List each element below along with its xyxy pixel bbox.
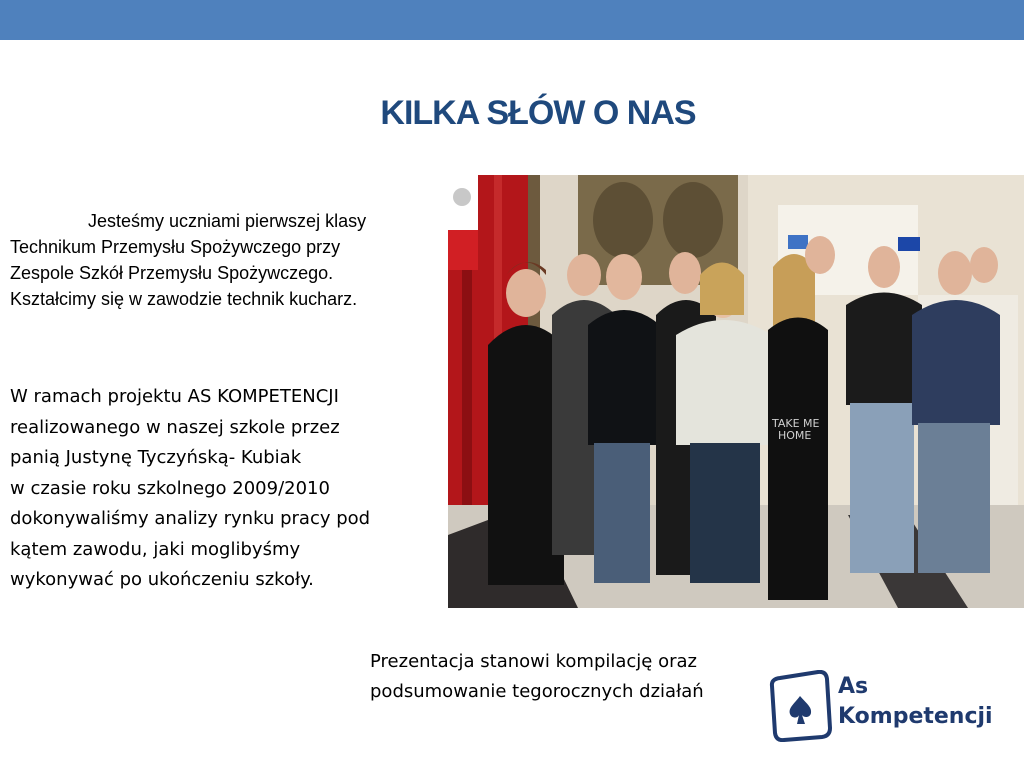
- logo-line: Kompetencji: [838, 704, 993, 729]
- shirt-text: HOME: [778, 429, 812, 442]
- top-accent-bar: [0, 0, 1024, 40]
- project-line: kątem zawodu, jaki moglibyśmy: [10, 538, 301, 560]
- project-line: w czasie roku szkolnego 2009/2010: [10, 477, 330, 499]
- logo-line: As: [838, 674, 869, 699]
- project-line: dokonywaliśmy analizy rynku pracy pod: [10, 508, 371, 529]
- intro-line: Technikum Przemysłu Spożywczego przy: [10, 237, 341, 257]
- spade-card-icon: [768, 670, 834, 742]
- project-paragraph: [10, 382, 450, 596]
- as-kompetencji-logo: [768, 670, 998, 742]
- logo-wordmark: [838, 672, 993, 732]
- project-line: realizowanego w naszej szkole przez: [10, 416, 340, 438]
- group-photo: [448, 175, 1024, 608]
- intro-line: Kształcimy się w zawodzie technik kucharz.: [10, 289, 358, 309]
- shirt-text: TAKE ME: [772, 417, 820, 430]
- project-line: panią Justynę Tyczyńską- Kubiak: [10, 447, 302, 468]
- intro-line: Zespole Szkół Przemysłu Spożywczego.: [10, 263, 334, 283]
- footer-line: Prezentacja stanowi kompilację oraz: [370, 651, 697, 672]
- slide-title: KILKA SŁÓW O NAS: [380, 94, 696, 132]
- project-line: wykonywać po ukończeniu szkoły.: [10, 569, 314, 590]
- footer-paragraph: [370, 647, 704, 707]
- intro-paragraph: [10, 208, 450, 312]
- project-line: W ramach projektu AS KOMPETENCJI: [10, 386, 339, 407]
- intro-line: Jesteśmy uczniami pierwszej klasy: [88, 211, 367, 231]
- footer-line: podsumowanie tegorocznych działań: [370, 681, 704, 702]
